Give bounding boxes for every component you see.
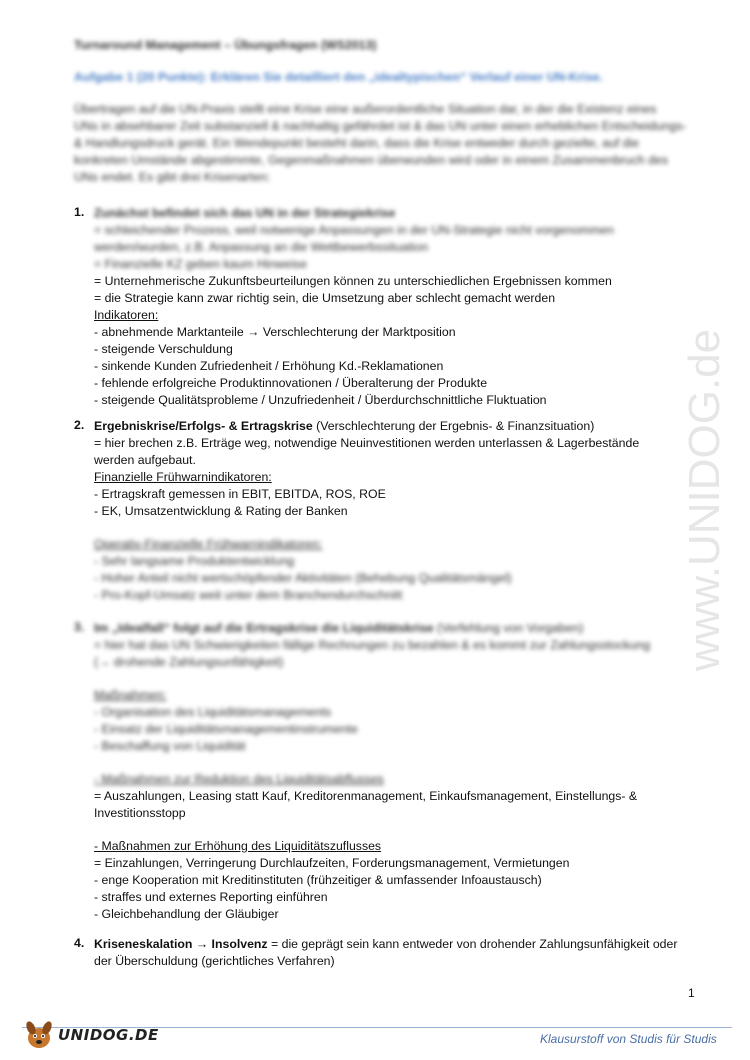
text-line: = hier brechen z.B. Erträge weg, notwendige Neuinvestitionen werden unterlassen & Lagerbestände <box>94 436 640 450</box>
section-number: 2. <box>74 418 85 432</box>
section-title-rest: = die geprägt sein kann entweder von drohender Zahlungsunfähigkeit oder <box>267 937 678 951</box>
blurred-line: werden/wurden, z.B. Anpassung an die Wettbewerbssituation <box>94 240 429 254</box>
task-heading: Aufgabe 1 (20 Punkte): Erklären Sie detailliert den „idealtypischen“ Verlauf einer UN-Krise. <box>74 70 603 84</box>
dog-icon <box>22 1018 56 1052</box>
indicators-label: Indikatoren: <box>94 308 159 322</box>
section-title-rest: (Verschlechterung der Ergebnis- & Finanzsituation) <box>312 419 595 433</box>
blurred-line: = schleichender Prozess, weil notwenige Anpassungen in der UN-Strategie nicht vorgenommen <box>94 223 614 237</box>
list-item: = Einzahlungen, Verringerung Durchlaufzeiten, Forderungsmanagement, Vermietungen <box>94 856 570 870</box>
measures-label: - Maßnahmen zur Erhöhung des Liquiditätszuflusses <box>94 839 382 853</box>
text-line: = die Strategie kann zwar richtig sein, die Umsetzung aber schlecht gemacht werden <box>94 291 556 305</box>
list-item: - steigende Verschuldung <box>94 342 233 356</box>
list-item: - EK, Umsatzentwicklung & Rating der Banken <box>94 504 348 518</box>
section-title-rest: (Verfehlung von Vorgaben) <box>433 621 584 635</box>
watermark: www.UNIDOG.de <box>680 328 729 672</box>
blurred-line: - Organisation des Liquiditätsmanagements <box>94 705 332 719</box>
text-line: der Überschuldung (gerichtliches Verfahren) <box>94 954 335 968</box>
list-item: - enge Kooperation mit Kreditinstituten (frühzeitiger & umfassender Infoaustausch) <box>94 873 542 887</box>
intro-paragraph: Übertragen auf die UN-Praxis stellt eine Krise eine außerordentliche Situation dar, in der die Existenz eines UNs in absehbarer Zeit substanziell & nachhaltig gefährdet ist & das UN unter einen erheblichen Entscheidungs- & Handlungsdruck gerät. Ein Wendepunkt besteht darin, dass die Krise entweder durch gezielte, auf die konkreten Umstände abgestimmte, Gegenmaßnahmen überwunden wird oder in einem Zusammenbruch des UNs endet. Es gibt drei Krisenarten: <box>74 102 687 184</box>
text-line: = Unternehmerische Zukunftsbeurteilungen können zu unterschiedlichen Ergebnissen kommen <box>94 274 612 288</box>
page-number: 1 <box>688 986 695 1000</box>
section-title-blurred: Im „Idealfall“ folgt auf die Ertragskrise die Liquiditätskrise <box>94 621 434 635</box>
blurred-line: - Pro-Kopf-Umsatz weit unter dem Branchendurchschnitt <box>94 588 403 602</box>
section-number: 1. <box>74 205 85 219</box>
section-title: Kriseneskalation → Insolvenz <box>94 937 268 951</box>
text-line: = Auszahlungen, Leasing statt Kauf, Kreditorenmanagement, Einkaufsmanagement, Einstellungs- & <box>94 789 638 803</box>
footer-tagline: Klausurstoff von Studis für Studis <box>540 1032 717 1046</box>
logo-text: UNIDOG.DE <box>58 1026 159 1044</box>
blurred-line: - Einsatz der Liquiditätsmanagementinstrumente <box>94 722 358 736</box>
section-title: Ergebniskrise/Erfolgs- & Ertragskrise <box>94 419 313 433</box>
section-title-blurred: Zunächst befindet sich das UN in der Strategiekrise <box>94 206 396 220</box>
section-number: 3. <box>74 620 85 634</box>
list-item: - Ertragskraft gemessen in EBIT, EBITDA, ROS, ROE <box>94 487 386 501</box>
indicators-label: Finanzielle Frühwarnindikatoren: <box>94 470 272 484</box>
text-line: werden aufgebaut. <box>94 453 196 467</box>
blurred-label: Maßnahmen: <box>94 688 167 702</box>
text-line: Investitionsstopp <box>94 806 186 820</box>
document-title: Turnaround Management – Übungsfragen (WS2013) <box>74 38 377 52</box>
blurred-line: = hier hat das UN Schwierigkeiten fällige Rechnungen zu bezahlen & es kommt zur Zahlungsstockung <box>94 638 651 652</box>
unidog-logo <box>22 1018 159 1052</box>
list-item: - Gleichbehandlung der Gläubiger <box>94 907 279 921</box>
section-number: 4. <box>74 936 85 950</box>
list-item: - abnehmende Marktanteile → Verschlechterung der Marktposition <box>94 325 456 339</box>
blurred-label: Operativ-Finanzielle Frühwarnindikatoren: <box>94 537 323 551</box>
list-item: - steigende Qualitätsprobleme / Unzufriedenheit / Überdurchschnittliche Fluktuation <box>94 393 547 407</box>
blurred-label: - Maßnahmen zur Reduktion des Liquiditätsabflusses <box>94 772 384 786</box>
blurred-line: - Beschaffung von Liquidität <box>94 739 246 753</box>
list-item: - straffes und externes Reporting einführen <box>94 890 328 904</box>
blurred-line: - Sehr langsame Produktentwicklung <box>94 554 295 568</box>
list-item: - fehlende erfolgreiche Produktinnovationen / Überalterung der Produkte <box>94 376 488 390</box>
blurred-line: - Hoher Anteil nicht wertschöpfender Aktivitäten (Behebung Qualitätsmängel) <box>94 571 512 585</box>
blurred-line: (→ drohende Zahlungsunfähigkeit) <box>94 655 284 669</box>
list-item: - sinkende Kunden Zufriedenheit / Erhöhung Kd.-Reklamationen <box>94 359 444 373</box>
blurred-line: = Finanzielle KZ geben kaum Hinweise <box>94 257 307 271</box>
